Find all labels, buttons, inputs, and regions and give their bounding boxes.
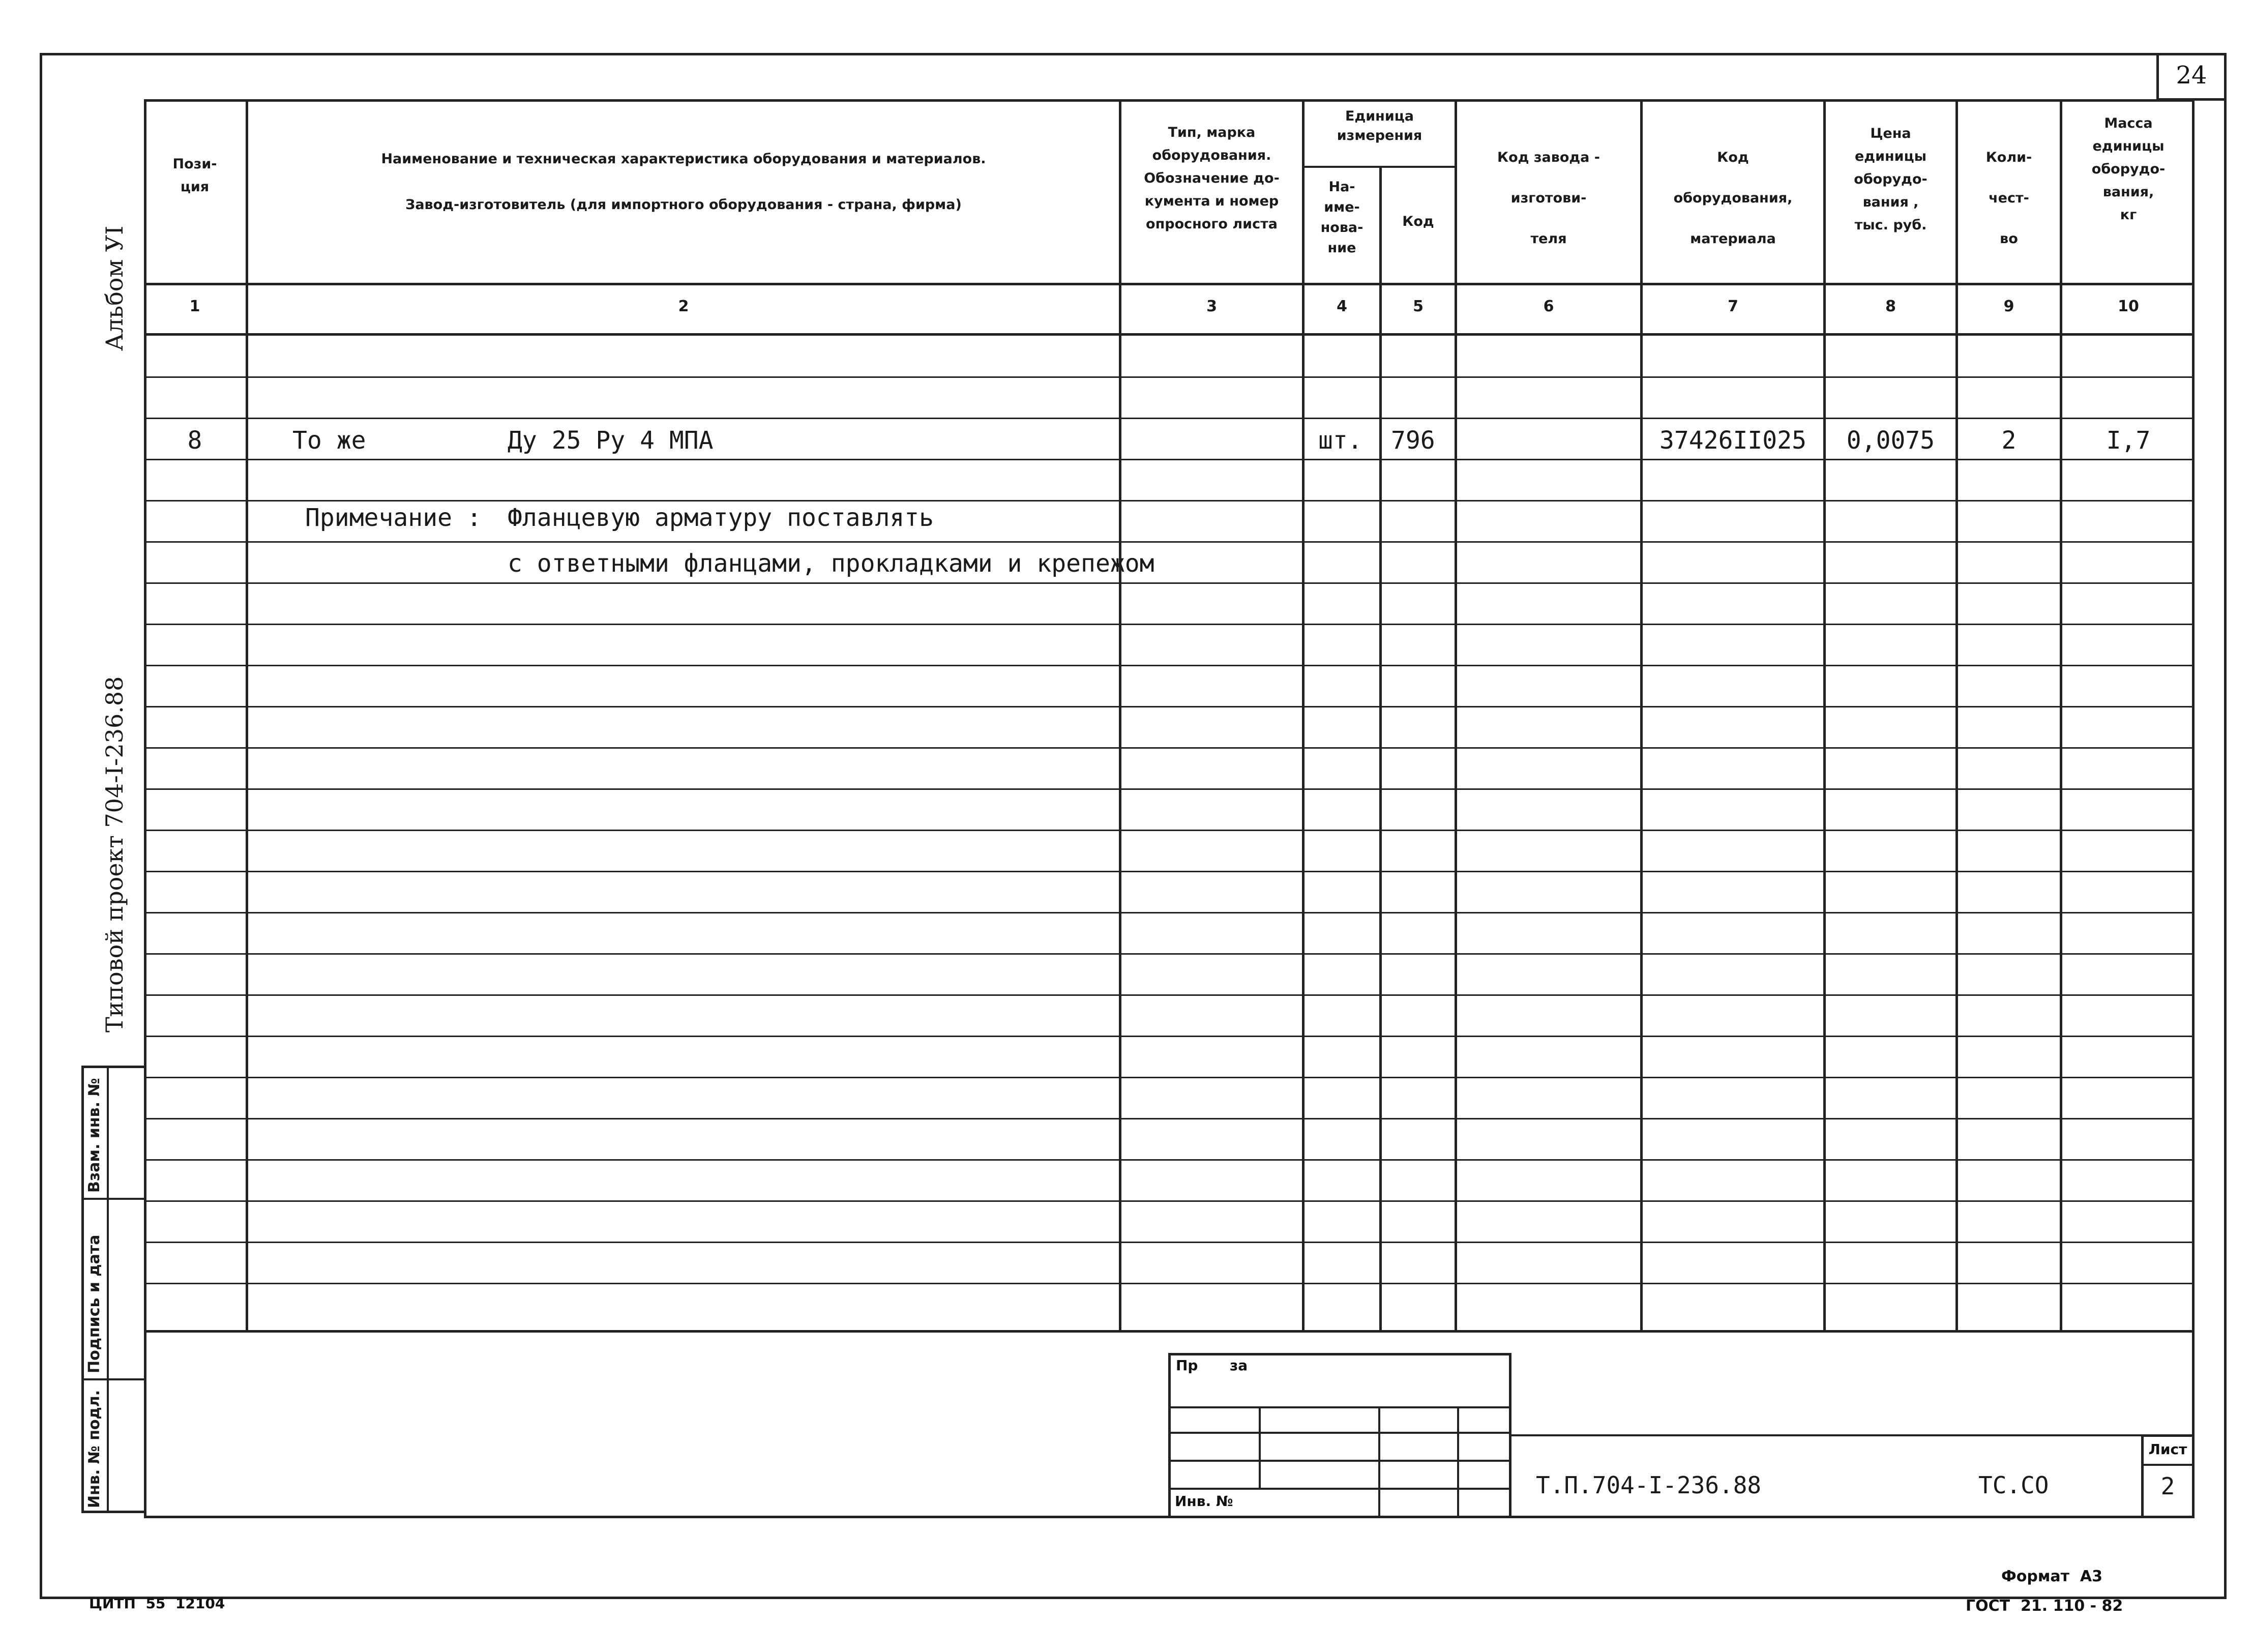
sheet-label: Лист [2148,1441,2187,1458]
col-line [1302,99,1305,1330]
sheet-box-divider [2141,1464,2195,1466]
row-rule [144,541,2195,543]
standard-label: ГОСТ 21. 110 - 82 [1966,1597,2123,1615]
row-rule [144,1242,2195,1243]
side-vzam-inv: Взам. инв. № [85,1078,103,1193]
row-rule [144,1283,2195,1284]
header-factory-code: Код завода - изготови- теля [1497,150,1600,247]
row-rule [144,624,2195,625]
note-line2: с ответными фланцами, прокладками и крепежом [508,549,1154,578]
colnum-6: 6 [1543,298,1554,315]
col-line [246,99,248,1330]
row-rule [144,1036,2195,1037]
doc-designation: Т.П.704-I-236.88 [1536,1471,1762,1499]
row-rule [144,994,2195,996]
row-mass: I,7 [2106,426,2151,455]
row-quantity: 2 [2001,426,2017,455]
row-position: 8 [187,426,202,455]
header-name-line1: Наименование и техническая характеристика оборудования и материалов. [381,151,986,167]
header-unit-name: На- име- нова- ние [1320,179,1363,256]
row-rule [144,912,2195,913]
row-rule [144,582,2195,584]
header-equipment-code: Код оборудования, материала [1673,150,1793,247]
note-line1: Фланцевую арматуру поставлять [508,504,934,532]
colnum-3: 3 [1206,298,1217,315]
colnum-10: 10 [2118,298,2139,315]
side-stamp-row [81,1378,146,1380]
colnum-4: 4 [1337,298,1347,315]
col-line [1823,99,1826,1330]
colnum-2: 2 [678,298,689,315]
approval-inv-no: Инв. № [1175,1493,1233,1510]
designation-top [1511,1434,2195,1436]
row-rule [144,665,2195,666]
header-divider [144,283,2195,285]
approval-col [1378,1406,1380,1518]
side-stamp-row [81,1198,146,1200]
row-rule [144,706,2195,707]
unit-subdivider [1302,166,1455,168]
row-rule [144,1159,2195,1161]
row-rule [144,1118,2195,1119]
format-label: Формат А3 [2001,1568,2102,1585]
header-price: Цена единицы оборудо- вания , тыс. руб. [1854,126,1928,233]
approval-col [1259,1406,1261,1488]
row-rule [144,871,2195,872]
approval-row [1168,1432,1511,1434]
header-unit-group: Единица измерения [1337,108,1422,143]
row-unit-code: 796 [1391,426,1435,455]
header-position: Пози- ция [172,156,217,195]
col-line [2060,99,2062,1330]
row-rule [144,376,2195,378]
row-rule [144,830,2195,831]
row-spec: Ду 25 Ру 4 МПА [508,426,714,455]
col-line [1955,99,1958,1330]
side-podpis-data: Подпись и дата [85,1234,103,1373]
page-number: 24 [2176,61,2207,90]
row-name: То же [292,426,366,455]
row-rule [144,500,2195,501]
sheet-number: 2 [2160,1472,2175,1500]
header-unit-code: Код [1402,214,1434,229]
side-stamp-divider [107,1066,109,1513]
col-line [1455,99,1457,1330]
row-rule [144,788,2195,790]
project-label: Типовой проект 704-I-236.88 [101,676,128,1032]
header-quantity: Коли- чест- во [1985,150,2032,247]
colnum-divider [144,333,2195,336]
row-unit-name: шт. [1318,426,1362,455]
header-name-line2: Завод-изготовитель (для импортного оборудования - страна, фирма) [405,197,962,213]
table-bottom [144,1330,2195,1333]
row-rule [144,1077,2195,1078]
doc-code: ТС.СО [1978,1471,2049,1499]
row-rule [144,1200,2195,1202]
colnum-8: 8 [1885,298,1896,315]
approval-row [1168,1488,1511,1490]
side-inv-podl: Инв. № подл. [85,1390,103,1508]
header-mass: Масса единицы оборудо- вания, кг [2091,115,2166,223]
colnum-1: 1 [189,298,200,315]
header-type: Тип, марка оборудования. Обозначение до- кумента и номер опросного листа [1144,125,1280,232]
album-label: Альбом УI [101,225,128,351]
colnum-5: 5 [1413,298,1424,315]
row-price: 0,0075 [1846,426,1935,455]
approval-row [1168,1406,1511,1408]
colnum-9: 9 [2003,298,2014,315]
row-rule [144,459,2195,460]
approval-row [1168,1460,1511,1462]
row-rule [144,747,2195,749]
citp-code: ЦИТП 55 12104 [89,1595,225,1612]
approval-za: за [1230,1357,1248,1374]
col-line [1640,99,1643,1330]
col-line [1119,99,1121,1330]
approval-col [1457,1406,1459,1518]
row-rule [144,953,2195,955]
row-equipment-code: 37426II025 [1659,426,1806,455]
approval-pr: Пр [1176,1357,1198,1374]
note-label: Примечание : [305,504,482,532]
colnum-7: 7 [1728,298,1738,315]
row-rule [144,418,2195,419]
